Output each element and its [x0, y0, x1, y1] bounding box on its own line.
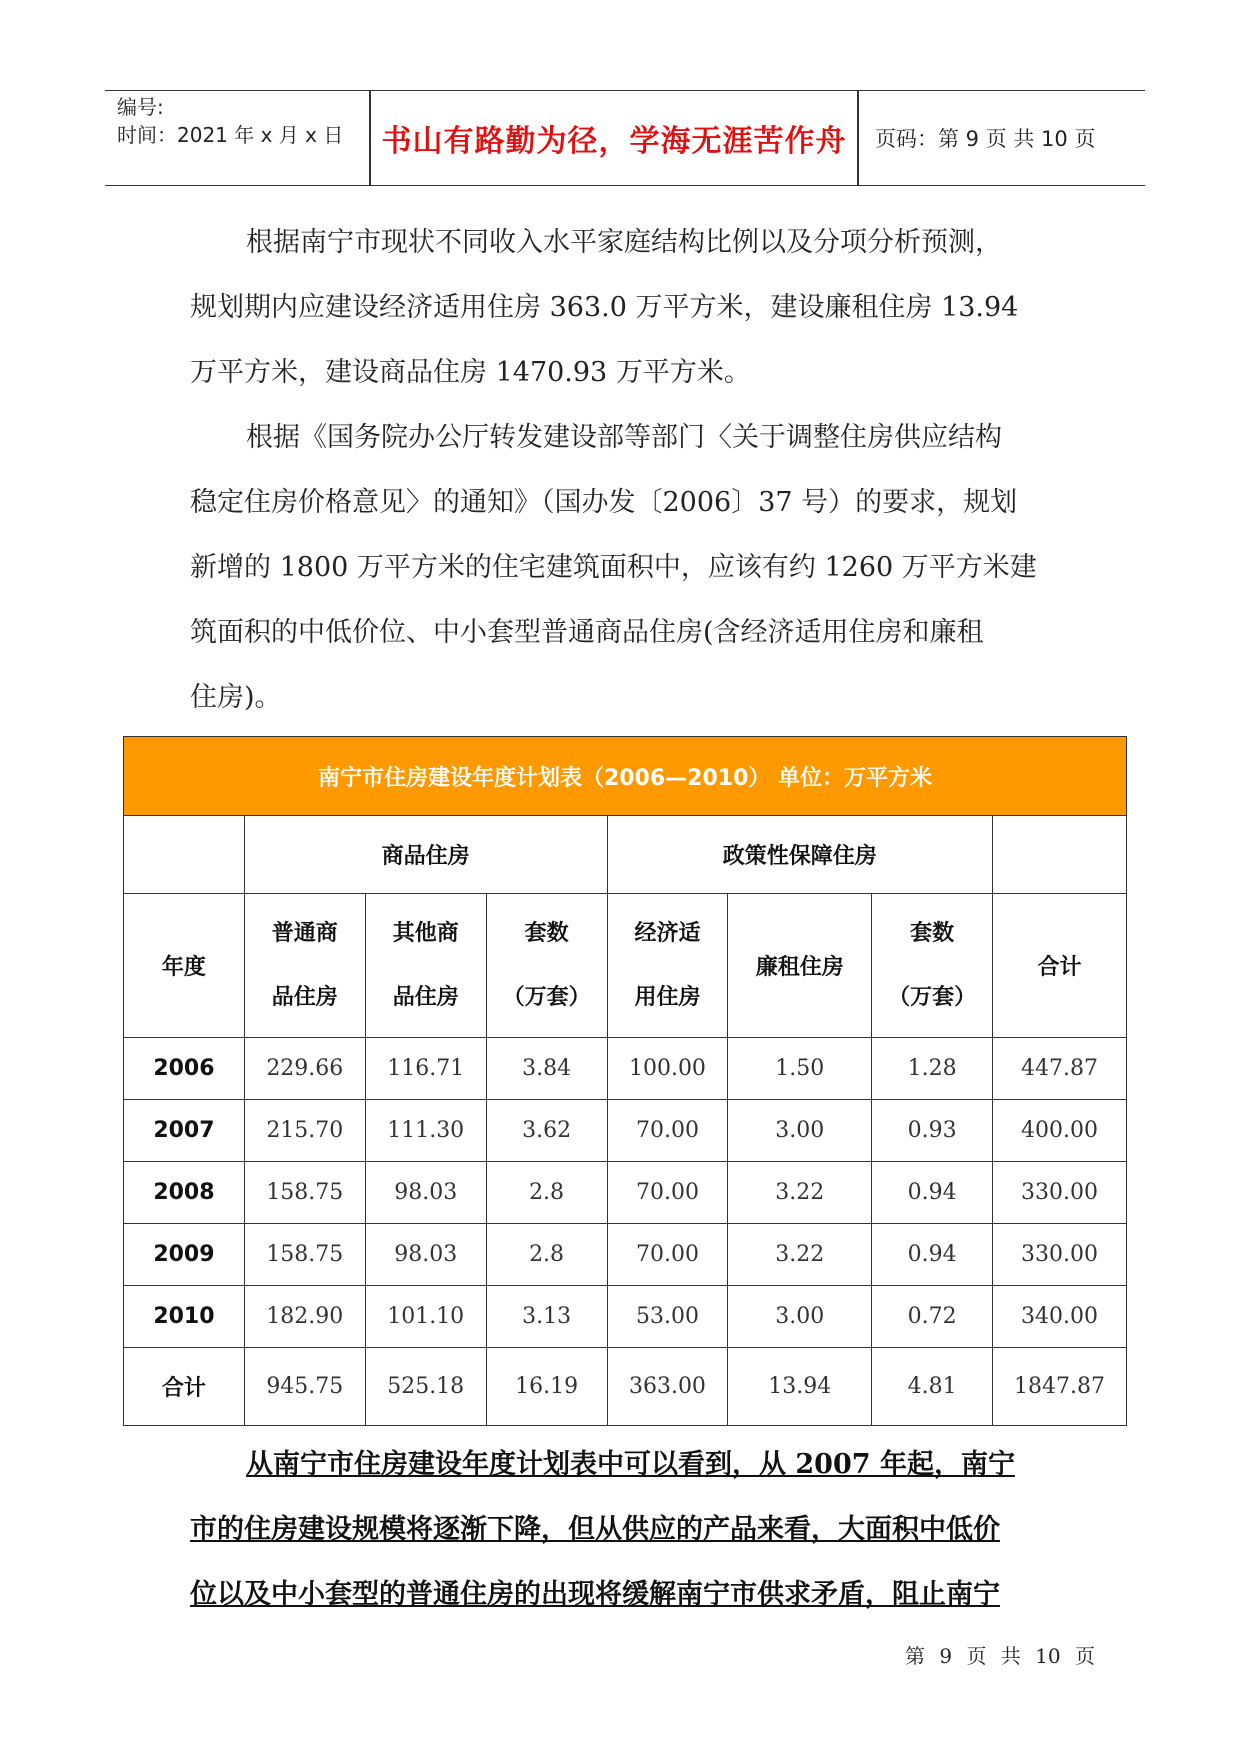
housing-plan-table: [123, 736, 1127, 1426]
text-line: 住房)。: [190, 682, 282, 713]
header-page-info: 页码：第 9 页 共 10 页: [875, 127, 1096, 151]
table-row: 2007 215.70 111.30 3.62 70.00 3.00 0.93 400.00: [124, 1100, 1127, 1162]
col-total: 合计: [993, 894, 1127, 1038]
col-lowrent: 廉租住房: [728, 894, 872, 1038]
table-total-row: 合计 945.75 525.18 16.19 363.00 13.94 4.81 1847.87: [124, 1348, 1127, 1426]
col-year: 年度: [124, 894, 245, 1038]
text-line: 筑面积的中低价位、中小套型普通商品住房(含经济适用住房和廉租: [190, 617, 984, 648]
page-footer: 第 9 页 共 10 页: [905, 1644, 1095, 1668]
table-row: 2008 158.75 98.03 2.8 70.00 3.22 0.94 330.00: [124, 1162, 1127, 1224]
paragraph-policy: [190, 405, 1065, 730]
empty-cell: [993, 816, 1127, 894]
paragraph-forecast: [190, 210, 1065, 405]
col-economic: 经济适 用住房: [607, 894, 728, 1038]
page-header: [105, 90, 1145, 186]
header-motto: 书山有路勤为径，学海无涯苦作舟: [381, 124, 847, 159]
serial-label: 编号:: [117, 95, 164, 119]
text-line: 位以及中小套型的普通住房的出现将缓解南宁市供求矛盾，阻止南宁: [190, 1579, 1000, 1610]
table-title: 南宁市住房建设年度计划表（2006—2010） 单位：万平方米: [124, 737, 1127, 816]
text-line: 新增的 1800 万平方米的住宅建筑面积中，应该有约 1260 万平方米建: [190, 552, 1037, 583]
col-ordinary: 普通商 品住房: [244, 894, 365, 1038]
text-line: 万平方米，建设商品住房 1470.93 万平方米。: [190, 357, 751, 388]
table-row: 2006 229.66 116.71 3.84 100.00 1.50 1.28 447.87: [124, 1038, 1127, 1100]
col-sets-commercial: 套数 （万套）: [486, 894, 607, 1038]
group-policy: 政策性保障住房: [607, 816, 993, 894]
col-sets-policy: 套数 （万套）: [872, 894, 993, 1038]
text-line: 市的住房建设规模将逐渐下降，但从供应的产品来看，大面积中低价: [190, 1514, 1000, 1545]
text-line: 根据《国务院办公厅转发建设部等部门〈关于调整住房供应结构: [246, 422, 1002, 453]
text-line: 根据南宁市现状不同收入水平家庭结构比例以及分项分析预测，: [246, 227, 1002, 258]
paragraph-conclusion: [190, 1432, 1065, 1627]
empty-cell: [124, 816, 245, 894]
header-meta: [117, 93, 367, 149]
text-line: 稳定住房价格意见〉的通知》（国办发〔2006〕37 号）的要求，规划: [190, 487, 1018, 518]
col-other: 其他商 品住房: [365, 894, 486, 1038]
text-line: 从南宁市住房建设年度计划表中可以看到，从 2007 年起，南宁: [246, 1449, 1015, 1480]
group-commercial: 商品住房: [244, 816, 607, 894]
table-row: 2010 182.90 101.10 3.13 53.00 3.00 0.72 340.00: [124, 1286, 1127, 1348]
text-line: 规划期内应建设经济适用住房 363.0 万平方米，建设廉租住房 13.94: [190, 292, 1019, 323]
time-label: 时间：2021 年 x 月 x 日: [117, 123, 344, 147]
header-divider: [857, 91, 859, 185]
table-row: 2009 158.75 98.03 2.8 70.00 3.22 0.94 330.00: [124, 1224, 1127, 1286]
